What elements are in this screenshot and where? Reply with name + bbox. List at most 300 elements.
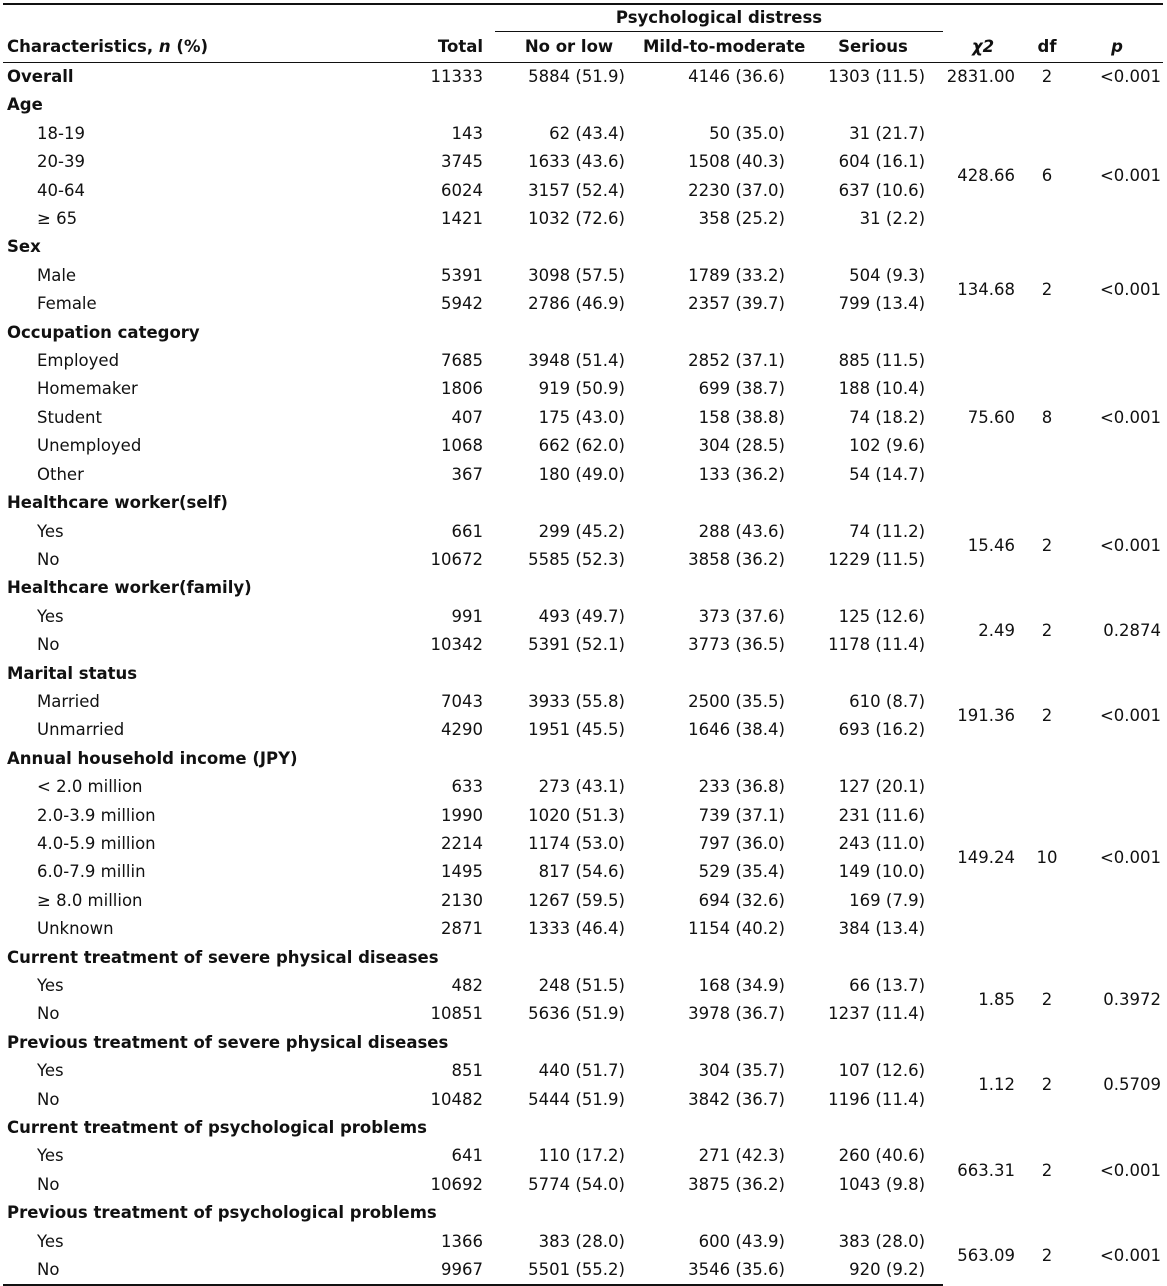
cell-total: 5942 <box>441 294 483 314</box>
cell-p: <0.001 <box>1099 280 1162 300</box>
row-label: Employed <box>37 351 120 371</box>
row-label: Female <box>37 294 97 314</box>
cell-serious: 74 (18.2) <box>849 407 926 427</box>
cell-total: 5391 <box>441 265 483 285</box>
cell-total: 9967 <box>413 1256 495 1285</box>
cell-mild-to-moderate: 1508 (40.3) <box>688 152 785 172</box>
empty-cell <box>643 1114 803 1142</box>
cell-df: 2 <box>1041 620 1053 640</box>
cell-p: 0.3972 <box>1103 990 1162 1010</box>
cell-p: 0.5709 <box>1103 1075 1162 1095</box>
cell-no-or-low: 3157 (52.4) <box>528 180 625 200</box>
cell-total: 1068 <box>441 436 483 456</box>
empty-cell <box>643 1029 803 1057</box>
cell-total: 641 <box>451 1146 483 1166</box>
table-row <box>3 347 1163 375</box>
cell-no-or-low: 662 (62.0) <box>538 436 625 456</box>
cell-serious: 102 (9.6) <box>849 436 926 456</box>
category-row <box>3 574 1163 602</box>
cell-chi-square: 2831.00 <box>946 67 1016 86</box>
empty-cell <box>803 1114 943 1142</box>
col-header-df: df <box>1023 32 1071 63</box>
col-header-no-or-low: No or low <box>495 32 643 63</box>
empty-cell <box>1071 1199 1163 1227</box>
col-header-characteristics: Characteristics, n (%) <box>3 32 413 63</box>
cell-serious: 1043 (9.8) <box>838 1174 926 1194</box>
cell-total: 2130 <box>441 890 483 910</box>
category-row <box>3 233 1163 261</box>
cell-no-or-low: 5884 (51.9) <box>528 67 625 86</box>
cell-total: 11333 <box>430 67 483 86</box>
cell-mild-to-moderate: 2500 (35.5) <box>688 691 785 711</box>
cell-mild-to-moderate: 50 (35.0) <box>709 123 785 143</box>
cell-df: 2 <box>1041 1075 1053 1095</box>
empty-cell <box>495 233 643 261</box>
cell-mild-to-moderate: 288 (43.6) <box>698 521 785 541</box>
row-label: No <box>37 635 60 655</box>
cell-serious: 231 (11.6) <box>838 805 926 825</box>
table-row <box>3 1142 1163 1170</box>
category-row <box>3 1114 1163 1142</box>
row-label: No <box>3 1256 413 1285</box>
empty-cell <box>1023 574 1071 602</box>
cell-serious: 384 (13.4) <box>838 919 926 939</box>
category-label: Previous treatment of severe physical diseases <box>7 1032 449 1052</box>
cell-total: 2871 <box>441 919 483 939</box>
empty-cell <box>803 233 943 261</box>
cell-no-or-low: 1020 (51.3) <box>528 805 625 825</box>
cell-serious: 383 (28.0) <box>838 1231 926 1251</box>
cell-total: 10672 <box>430 549 483 569</box>
empty-cell <box>413 489 495 517</box>
empty-cell <box>943 489 1023 517</box>
cell-mild-to-moderate: 358 (25.2) <box>698 209 785 229</box>
cell-serious: 610 (8.7) <box>849 691 926 711</box>
empty-cell <box>803 1029 943 1057</box>
category-row <box>3 745 1163 773</box>
cell-no-or-low: 1174 (53.0) <box>528 833 625 853</box>
row-label: Yes <box>37 1061 64 1081</box>
cell-mild-to-moderate: 304 (28.5) <box>698 436 785 456</box>
cell-chi-square: 563.09 <box>957 1246 1016 1266</box>
empty-cell <box>643 489 803 517</box>
category-label: Age <box>7 95 43 115</box>
empty-cell <box>495 944 643 972</box>
empty-cell <box>1023 1199 1071 1227</box>
row-label: Unemployed <box>37 436 142 456</box>
cell-chi-square: 149.24 <box>957 848 1016 868</box>
empty-cell <box>1071 1029 1163 1057</box>
empty-cell <box>943 944 1023 972</box>
empty-cell <box>1023 1114 1071 1142</box>
table-row <box>3 1057 1163 1085</box>
cell-p: <0.001 <box>1099 1246 1162 1266</box>
row-label: < 2.0 million <box>37 777 143 797</box>
row-label: No <box>37 549 60 569</box>
cell-mild-to-moderate: 233 (36.8) <box>698 777 785 797</box>
cell-no-or-low: 1267 (59.5) <box>528 890 625 910</box>
empty-cell <box>803 574 943 602</box>
cell-serious: 66 (13.7) <box>849 976 926 995</box>
cell-no-or-low: 2786 (46.9) <box>528 294 625 314</box>
cell-total: 407 <box>451 407 483 427</box>
empty-cell <box>803 489 943 517</box>
empty-cell <box>495 660 643 688</box>
row-label: Homemaker <box>37 379 138 399</box>
psychological-distress-table <box>3 3 1163 1286</box>
cell-serious: 260 (40.6) <box>838 1146 926 1166</box>
cell-serious: 1196 (11.4) <box>828 1089 926 1109</box>
empty-cell <box>1023 319 1071 347</box>
cell-no-or-low: 110 (17.2) <box>538 1146 625 1166</box>
cell-p: <0.001 <box>1099 848 1162 868</box>
empty-cell <box>495 574 643 602</box>
row-label: Unknown <box>37 919 114 939</box>
row-label: Student <box>37 407 102 427</box>
cell-mild-to-moderate: 694 (32.6) <box>698 890 785 910</box>
cell-mild-to-moderate: 2357 (39.7) <box>688 294 785 314</box>
table-body <box>3 63 1163 1286</box>
cell-df: 2 <box>1041 1160 1053 1180</box>
cell-total: 143 <box>451 123 483 143</box>
category-label: Healthcare worker(self) <box>7 493 228 513</box>
empty-cell <box>643 233 803 261</box>
cell-df: 6 <box>1041 166 1053 186</box>
cell-mild-to-moderate: 4146 (36.6) <box>688 67 785 86</box>
row-label: Yes <box>37 976 64 995</box>
category-label: Previous treatment of psychological problems <box>7 1203 437 1223</box>
cell-no-or-low: 440 (51.7) <box>538 1061 625 1081</box>
row-label: Unmarried <box>37 720 125 740</box>
cell-total: 661 <box>451 521 483 541</box>
empty-cell <box>1071 574 1163 602</box>
cell-df: 10 <box>1036 848 1058 868</box>
cell-no-or-low: 5444 (51.9) <box>528 1089 625 1109</box>
cell-mild-to-moderate: 2230 (37.0) <box>688 180 785 200</box>
row-label: 6.0-7.9 millin <box>37 862 146 882</box>
empty-cell <box>495 1199 643 1227</box>
cell-no-or-low: 817 (54.6) <box>538 862 625 882</box>
cell-mild-to-moderate: 3978 (36.7) <box>688 1004 785 1024</box>
empty-cell <box>943 574 1023 602</box>
empty-cell <box>1071 745 1163 773</box>
cell-df: 2 <box>1041 280 1053 300</box>
cell-total: 1495 <box>441 862 483 882</box>
row-label: Yes <box>37 606 64 626</box>
category-row <box>3 944 1163 972</box>
empty-cell <box>1023 91 1071 119</box>
row-label: 18-19 <box>37 123 85 143</box>
cell-no-or-low: 5501 (55.2) <box>495 1256 643 1285</box>
empty-cell <box>1071 944 1163 972</box>
empty-cell <box>1023 1029 1071 1057</box>
col-header-chi-square: χ2 <box>943 32 1023 63</box>
empty-cell <box>413 91 495 119</box>
cell-df: 2 <box>1041 706 1053 726</box>
cell-mild-to-moderate: 3842 (36.7) <box>688 1089 785 1109</box>
empty-cell <box>943 319 1023 347</box>
col-header-serious: Serious <box>803 32 943 63</box>
table-row <box>3 688 1163 716</box>
cell-serious: 693 (16.2) <box>838 720 926 740</box>
cell-total: 6024 <box>441 180 483 200</box>
cell-mild-to-moderate: 1646 (38.4) <box>688 720 785 740</box>
cell-serious: 74 (11.2) <box>849 521 926 541</box>
cell-mild-to-moderate: 168 (34.9) <box>698 976 785 995</box>
empty-cell <box>1023 660 1071 688</box>
cell-total: 10851 <box>430 1004 483 1024</box>
cell-mild-to-moderate: 158 (38.8) <box>698 407 785 427</box>
cell-no-or-low: 180 (49.0) <box>538 464 625 484</box>
empty-cell <box>1071 660 1163 688</box>
row-label: Yes <box>37 1231 64 1251</box>
cell-serious: 885 (11.5) <box>838 351 926 371</box>
category-label: Occupation category <box>7 322 200 342</box>
cell-chi-square: 663.31 <box>957 1160 1016 1180</box>
empty-cell <box>1023 489 1071 517</box>
cell-total: 482 <box>451 976 483 995</box>
cell-total: 851 <box>451 1061 483 1081</box>
cell-total: 1990 <box>441 805 483 825</box>
empty-cell <box>1071 233 1163 261</box>
empty-cell <box>1071 489 1163 517</box>
cell-p: <0.001 <box>1099 166 1162 186</box>
cell-mild-to-moderate: 3858 (36.2) <box>688 549 785 569</box>
overall-label: Overall <box>7 67 74 86</box>
cell-serious: 1237 (11.4) <box>828 1004 926 1024</box>
cell-total: 4290 <box>441 720 483 740</box>
cell-no-or-low: 1032 (72.6) <box>528 209 625 229</box>
table-row <box>3 603 1163 631</box>
cell-mild-to-moderate: 271 (42.3) <box>698 1146 785 1166</box>
category-row <box>3 1029 1163 1057</box>
cell-total: 1421 <box>441 209 483 229</box>
cell-mild-to-moderate: 797 (36.0) <box>698 833 785 853</box>
empty-cell <box>643 574 803 602</box>
cell-serious: 169 (7.9) <box>849 890 926 910</box>
row-label: Other <box>37 464 84 484</box>
cell-total: 7685 <box>441 351 483 371</box>
cell-chi-square: 1.85 <box>978 990 1016 1010</box>
row-label: Male <box>37 265 77 285</box>
row-label: ≥ 8.0 million <box>37 890 143 910</box>
cell-mild-to-moderate: 2852 (37.1) <box>688 351 785 371</box>
cell-no-or-low: 1951 (45.5) <box>528 720 625 740</box>
cell-p: <0.001 <box>1099 1160 1162 1180</box>
cell-no-or-low: 493 (49.7) <box>538 606 625 626</box>
empty-cell <box>1023 745 1071 773</box>
row-label: 20-39 <box>37 152 85 172</box>
cell-serious: 799 (13.4) <box>838 294 926 314</box>
category-row <box>3 489 1163 517</box>
cell-mild-to-moderate: 529 (35.4) <box>698 862 785 882</box>
empty-cell <box>943 1199 1023 1227</box>
empty-cell <box>643 660 803 688</box>
cell-total: 1366 <box>441 1231 483 1251</box>
cell-chi-square: 1.12 <box>978 1075 1016 1095</box>
empty-cell <box>1071 91 1163 119</box>
category-label: Annual household income (JPY) <box>7 748 298 768</box>
cell-df: 2 <box>1041 990 1053 1010</box>
cell-serious: 31 (2.2) <box>859 209 926 229</box>
row-label: No <box>37 1004 60 1024</box>
empty-cell <box>943 91 1023 119</box>
cell-serious: 243 (11.0) <box>838 833 926 853</box>
cell-no-or-low: 919 (50.9) <box>538 379 625 399</box>
category-row <box>3 1199 1163 1227</box>
cell-mild-to-moderate: 373 (37.6) <box>698 606 785 626</box>
cell-serious: 604 (16.1) <box>838 152 926 172</box>
cell-serious: 149 (10.0) <box>838 862 926 882</box>
cell-mild-to-moderate: 3546 (35.6) <box>643 1256 803 1285</box>
empty-cell <box>643 319 803 347</box>
cell-p: <0.001 <box>1099 67 1162 86</box>
category-label: Current treatment of severe physical diseases <box>7 947 439 967</box>
category-row <box>3 319 1163 347</box>
cell-no-or-low: 5774 (54.0) <box>528 1174 625 1194</box>
empty-cell <box>495 319 643 347</box>
cell-mild-to-moderate: 3875 (36.2) <box>688 1174 785 1194</box>
category-label: Healthcare worker(family) <box>7 578 252 598</box>
cell-df: 8 <box>1041 407 1053 427</box>
cell-no-or-low: 62 (43.4) <box>549 123 625 143</box>
cell-no-or-low: 1633 (43.6) <box>528 152 625 172</box>
cell-mild-to-moderate: 1154 (40.2) <box>688 919 785 939</box>
cell-mild-to-moderate: 304 (35.7) <box>698 1061 785 1081</box>
cell-serious: 504 (9.3) <box>849 265 926 285</box>
empty-cell <box>643 944 803 972</box>
cell-mild-to-moderate: 739 (37.1) <box>698 805 785 825</box>
cell-serious: 637 (10.6) <box>838 180 926 200</box>
cell-total: 7043 <box>441 691 483 711</box>
category-label: Sex <box>7 237 41 257</box>
table-row <box>3 972 1163 1000</box>
cell-total: 3745 <box>441 152 483 172</box>
cell-total: 10342 <box>430 635 483 655</box>
cell-df: 2 <box>1041 535 1053 555</box>
cell-no-or-low: 5636 (51.9) <box>528 1004 625 1024</box>
row-label: ≥ 65 <box>37 209 78 229</box>
col-header-mild-to-moderate: Mild-to-moderate <box>643 32 803 63</box>
empty-cell <box>803 944 943 972</box>
cell-chi-square: 428.66 <box>957 166 1016 186</box>
empty-cell <box>943 1114 1023 1142</box>
cell-p: 0.2874 <box>1103 620 1162 640</box>
cell-total: 367 <box>451 464 483 484</box>
row-label: Yes <box>37 1146 64 1166</box>
empty-cell <box>413 233 495 261</box>
cell-chi-square: 2.49 <box>978 620 1016 640</box>
table-row <box>3 120 1163 148</box>
cell-no-or-low: 299 (45.2) <box>538 521 625 541</box>
n-symbol: n <box>158 36 171 56</box>
empty-cell <box>413 319 495 347</box>
cell-p: <0.001 <box>1099 407 1162 427</box>
cell-serious: 1303 (11.5) <box>828 67 926 86</box>
empty-cell <box>413 574 495 602</box>
cell-chi-square: 75.60 <box>967 407 1016 427</box>
cell-no-or-low: 3098 (57.5) <box>528 265 625 285</box>
cell-mild-to-moderate: 133 (36.2) <box>698 464 785 484</box>
empty-cell <box>495 91 643 119</box>
group-header-psychological-distress: Psychological distress <box>495 4 943 32</box>
cell-chi-square: 15.46 <box>967 535 1016 555</box>
row-label: 40-64 <box>37 180 85 200</box>
empty-cell <box>495 745 643 773</box>
empty-cell <box>1023 233 1071 261</box>
empty-cell <box>943 233 1023 261</box>
cell-no-or-low: 175 (43.0) <box>538 407 625 427</box>
row-label: Married <box>37 691 100 711</box>
cell-serious: 127 (20.1) <box>838 777 926 797</box>
empty-cell <box>1071 319 1163 347</box>
cell-total: 2214 <box>441 833 483 853</box>
empty-cell <box>803 1199 943 1227</box>
empty-cell <box>413 660 495 688</box>
empty-cell <box>495 489 643 517</box>
cell-no-or-low: 1333 (46.4) <box>528 919 625 939</box>
table-row <box>3 262 1163 290</box>
cell-serious: 125 (12.6) <box>838 606 926 626</box>
category-label: Current treatment of psychological problems <box>7 1118 427 1138</box>
empty-cell <box>495 1114 643 1142</box>
cell-df: 2 <box>1041 1246 1053 1266</box>
empty-cell <box>803 319 943 347</box>
empty-cell <box>643 1199 803 1227</box>
row-label: 4.0-5.9 million <box>37 833 156 853</box>
cell-chi-square: 134.68 <box>957 280 1016 300</box>
col-header-total: Total <box>413 32 495 63</box>
empty-cell <box>943 745 1023 773</box>
empty-cell <box>643 745 803 773</box>
cell-no-or-low: 383 (28.0) <box>538 1231 625 1251</box>
row-label: No <box>37 1089 60 1109</box>
row-label: No <box>37 1174 60 1194</box>
cell-serious: 107 (12.6) <box>838 1061 926 1081</box>
cell-total: 633 <box>451 777 483 797</box>
cell-no-or-low: 3948 (51.4) <box>528 351 625 371</box>
empty-cell <box>803 745 943 773</box>
empty-cell <box>1023 944 1071 972</box>
cell-chi-square: 191.36 <box>957 706 1016 726</box>
row-label: Yes <box>37 521 64 541</box>
cell-p: <0.001 <box>1099 706 1162 726</box>
table-row <box>3 518 1163 546</box>
cell-serious: 54 (14.7) <box>849 464 926 484</box>
col-header-p: p <box>1071 32 1163 63</box>
table-row <box>3 773 1163 801</box>
cell-df: 2 <box>1041 67 1053 86</box>
cell-mild-to-moderate: 3773 (36.5) <box>688 635 785 655</box>
cell-mild-to-moderate: 600 (43.9) <box>698 1231 785 1251</box>
empty-cell <box>803 660 943 688</box>
cell-total: 991 <box>451 606 483 626</box>
cell-no-or-low: 248 (51.5) <box>538 976 625 995</box>
cell-serious: 1229 (11.5) <box>828 549 926 569</box>
table-row <box>3 1228 1163 1256</box>
row-label: 2.0-3.9 million <box>37 805 156 825</box>
results-table-container <box>3 3 1163 1286</box>
cell-serious: 188 (10.4) <box>838 379 926 399</box>
cell-p: <0.001 <box>1099 535 1162 555</box>
cell-serious: 1178 (11.4) <box>828 635 926 655</box>
category-row <box>3 660 1163 688</box>
cell-mild-to-moderate: 699 (38.7) <box>698 379 785 399</box>
cell-no-or-low: 3933 (55.8) <box>528 691 625 711</box>
empty-cell <box>943 1029 1023 1057</box>
category-row <box>3 91 1163 119</box>
cell-total: 10692 <box>430 1174 483 1194</box>
